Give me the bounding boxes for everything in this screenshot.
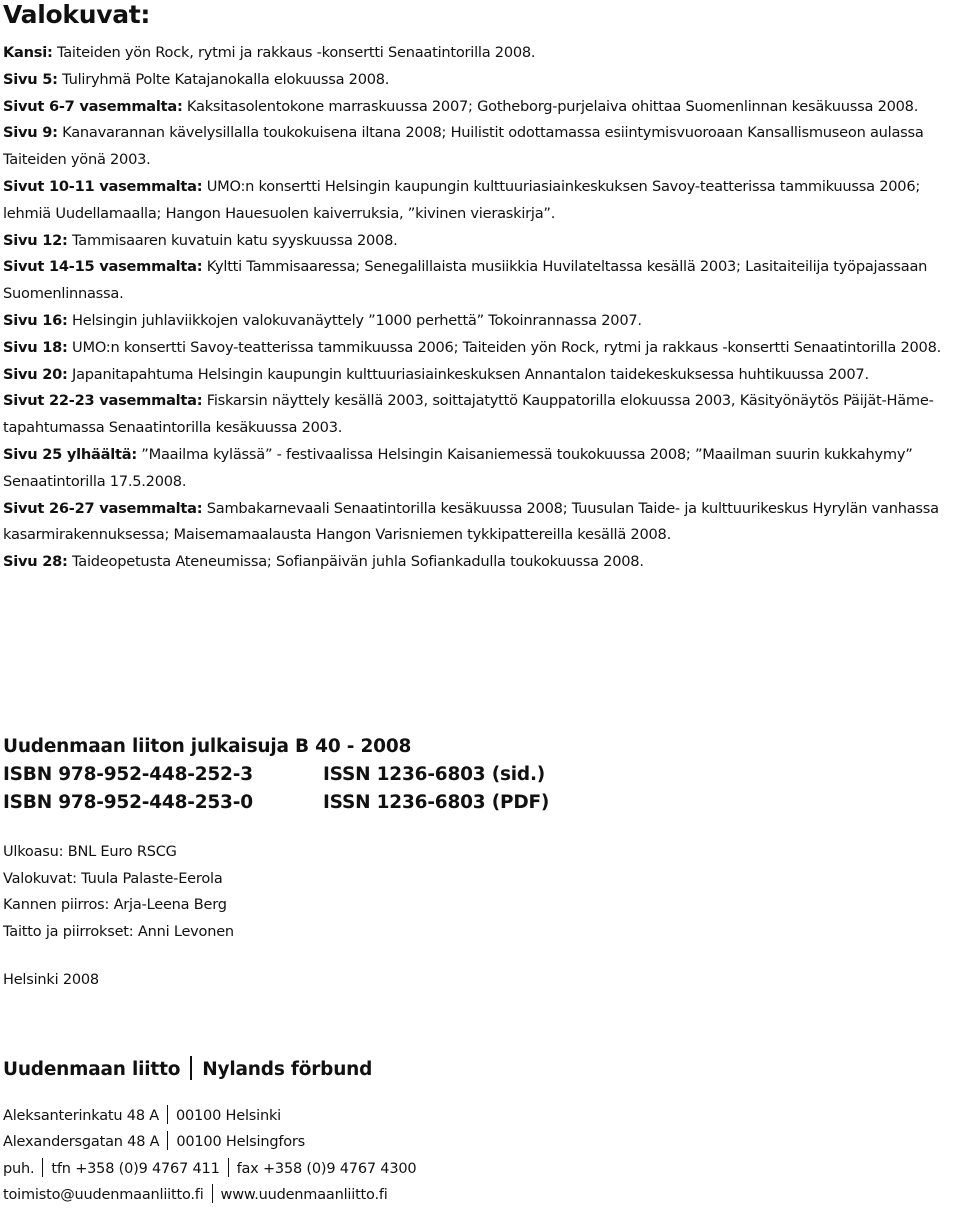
- credit-entry: [3, 254, 959, 308]
- credit-entry: [3, 120, 959, 174]
- pdf-identifiers: [3, 789, 549, 817]
- credit-text: Tammisaaren kuvatuin katu syyskuussa 2008.: [67, 231, 398, 249]
- credit-entry: [3, 94, 959, 121]
- credit-text: ”Maailma kylässä” - festivaalissa Helsingin Kaisaniemessä toukokuussa 2008; ”Maailman suurin kukkahymy” Senaatintorilla 17.5.2008.: [3, 445, 913, 490]
- credit-text: UMO:n konsertti Savoy-teatterissa tammikuussa 2006; Taiteiden yön Rock, rytmi ja rakkaus -konsertti Senaatintorilla 2008.: [67, 338, 941, 356]
- credit-entry: [3, 496, 959, 550]
- credit-text: Sambakarnevaali Senaatintorilla kesäkuussa 2008; Tuusulan Taide- ja kulttuurikeskus Hyrylän vanhassa kasarmirakennuksessa; Maisemamaalausta Hangon Varisniemen tykkipattereilla kesällä 2008.: [3, 499, 939, 544]
- credit-text: Kanavarannan kävelysillalla toukokuisena iltana 2008; Huilistit odottamassa esiintymisvuoroaan Kansallismuseon aulassa Taiteiden yönä 2003.: [3, 124, 924, 169]
- credit-entry: [3, 335, 959, 362]
- organization-name-sv: Nylands förbund: [202, 1059, 373, 1080]
- credit-entry: [3, 67, 959, 94]
- cover-credit: Kannen piirros: Arja-Leena Berg: [3, 897, 227, 913]
- credit-label: Sivut 14-15 vasemmalta:: [3, 258, 203, 276]
- website-link[interactable]: www.uudenmaanliitto.fi: [220, 1186, 388, 1203]
- credit-text: UMO:n konsertti Helsingin kaupungin kulttuuriasiainkeskuksen Savoy-teatterissa tammikuussa 2006; lehmiä Uudellamaalla; Hangon Hauesuolen kaiverruksia, ”kivinen vieraskirja”.: [3, 177, 921, 222]
- isbn-pdf: ISBN 978-952-448-253-0: [3, 792, 253, 813]
- credit-entry: [3, 174, 959, 228]
- credit-text: Kaksitasolentokone marraskuussa 2007; Gotheborg-purjelaiva ohittaa Suomenlinnan kesäkuussa 2008.: [182, 97, 919, 115]
- credit-text: Taideopetusta Ateneumissa; Sofianpäivän juhla Sofiankadulla toukokuussa 2008.: [67, 553, 644, 571]
- credit-entry: [3, 308, 959, 335]
- phone-number: tfn +358 (0)9 4767 411: [51, 1160, 220, 1177]
- credit-text: Helsingin juhlaviikkojen valokuvanäyttely ”1000 perhettä” Tokoinrannassa 2007.: [67, 311, 642, 329]
- photo-credits-list: [3, 40, 959, 576]
- series-title: Uudenmaan liiton julkaisuja B 40 - 2008: [3, 736, 412, 757]
- typesetting-credit: Taitto ja piirrokset: Anni Levonen: [3, 923, 234, 940]
- credit-label: Sivu 28:: [3, 553, 68, 571]
- postal-address-fi: 00100 Helsinki: [175, 1108, 281, 1124]
- credit-label: Sivu 9:: [3, 124, 58, 142]
- photo-credits-heading: Valokuvat:: [3, 0, 151, 29]
- credit-label: Kansi:: [3, 44, 53, 61]
- credit-label: Sivu 25 ylhäältä:: [3, 445, 137, 463]
- credit-label: Sivu 18:: [3, 338, 68, 356]
- credit-entry: [3, 362, 959, 389]
- separator: [190, 1056, 192, 1080]
- issn-print: ISSN 1236-6803 (sid.): [323, 764, 546, 785]
- credit-label: Sivu 20:: [3, 365, 68, 383]
- credit-text: Japanitapahtuma Helsingin kaupungin kulttuuriasiainkeskuksen Annantalon taidekeskuksessa huhtikuussa 2007.: [67, 365, 869, 383]
- credit-entry: [3, 40, 959, 67]
- phone-label: puh.: [3, 1160, 35, 1177]
- credit-label: Sivu 12:: [3, 231, 68, 249]
- credit-label: Sivut 6-7 vasemmalta:: [3, 97, 183, 115]
- isbn-print: ISBN 978-952-448-252-3: [3, 764, 253, 785]
- imprint-credits: [3, 839, 234, 945]
- organization-name: [3, 1056, 372, 1080]
- credit-label: Sivut 10-11 vasemmalta:: [3, 177, 203, 195]
- issn-pdf: ISSN 1236-6803 (PDF): [323, 792, 550, 813]
- organization-name-fi: Uudenmaan liitto: [3, 1059, 181, 1080]
- street-address-sv: Alexandersgatan 48 A: [3, 1134, 160, 1151]
- separator: [167, 1131, 168, 1150]
- email-link[interactable]: toimisto@uudenmaanliitto.fi: [3, 1186, 204, 1203]
- credit-label: Sivut 22-23 vasemmalta:: [3, 392, 203, 410]
- credit-entry: [3, 549, 959, 576]
- address-sv-line: [3, 1129, 416, 1155]
- credit-text: Kyltti Tammisaaressa; Senegalillaista musiikkia Huvilateltassa kesällä 2003; Lasitaiteilija työpajassaan Suomenlinnassa.: [3, 258, 928, 303]
- credit-label: Sivu 5:: [3, 70, 58, 88]
- separator: [228, 1158, 229, 1177]
- address-fi-line: [3, 1103, 416, 1129]
- street-address-fi: Aleksanterinkatu 48 A: [3, 1108, 159, 1124]
- online-line: [3, 1182, 416, 1208]
- credit-entry: [3, 442, 959, 496]
- phone-line: [3, 1156, 416, 1182]
- place-and-year: Helsinki 2008: [3, 972, 99, 988]
- print-identifiers: [3, 761, 549, 789]
- layout-credit: Ulkoasu: BNL Euro RSCG: [3, 844, 177, 860]
- credit-text: Tuliryhmä Polte Katajanokalla elokuussa 2008.: [57, 70, 390, 88]
- photos-credit: Valokuvat: Tuula Palaste-Eerola: [3, 870, 223, 887]
- publication-info: [3, 733, 549, 817]
- separator: [42, 1158, 43, 1177]
- credit-entry: [3, 228, 959, 255]
- credit-text: Fiskarsin näyttely kesällä 2003, soittajatyttö Kauppatorilla elokuussa 2003, Käsityönäytös Päijät-Häme-tapahtumassa Senaatintorilla kesäkuussa 2003.: [3, 392, 934, 437]
- credit-entry: [3, 388, 959, 442]
- separator: [167, 1105, 168, 1124]
- separator: [212, 1184, 213, 1203]
- postal-address-sv: 00100 Helsingfors: [176, 1134, 306, 1151]
- contact-info: [3, 1103, 416, 1208]
- credit-text: Taiteiden yön Rock, rytmi ja rakkaus -konsertti Senaatintorilla 2008.: [52, 44, 536, 61]
- fax-number: fax +358 (0)9 4767 4300: [236, 1160, 417, 1177]
- credit-label: Sivut 26-27 vasemmalta:: [3, 499, 203, 517]
- credit-label: Sivu 16:: [3, 311, 68, 329]
